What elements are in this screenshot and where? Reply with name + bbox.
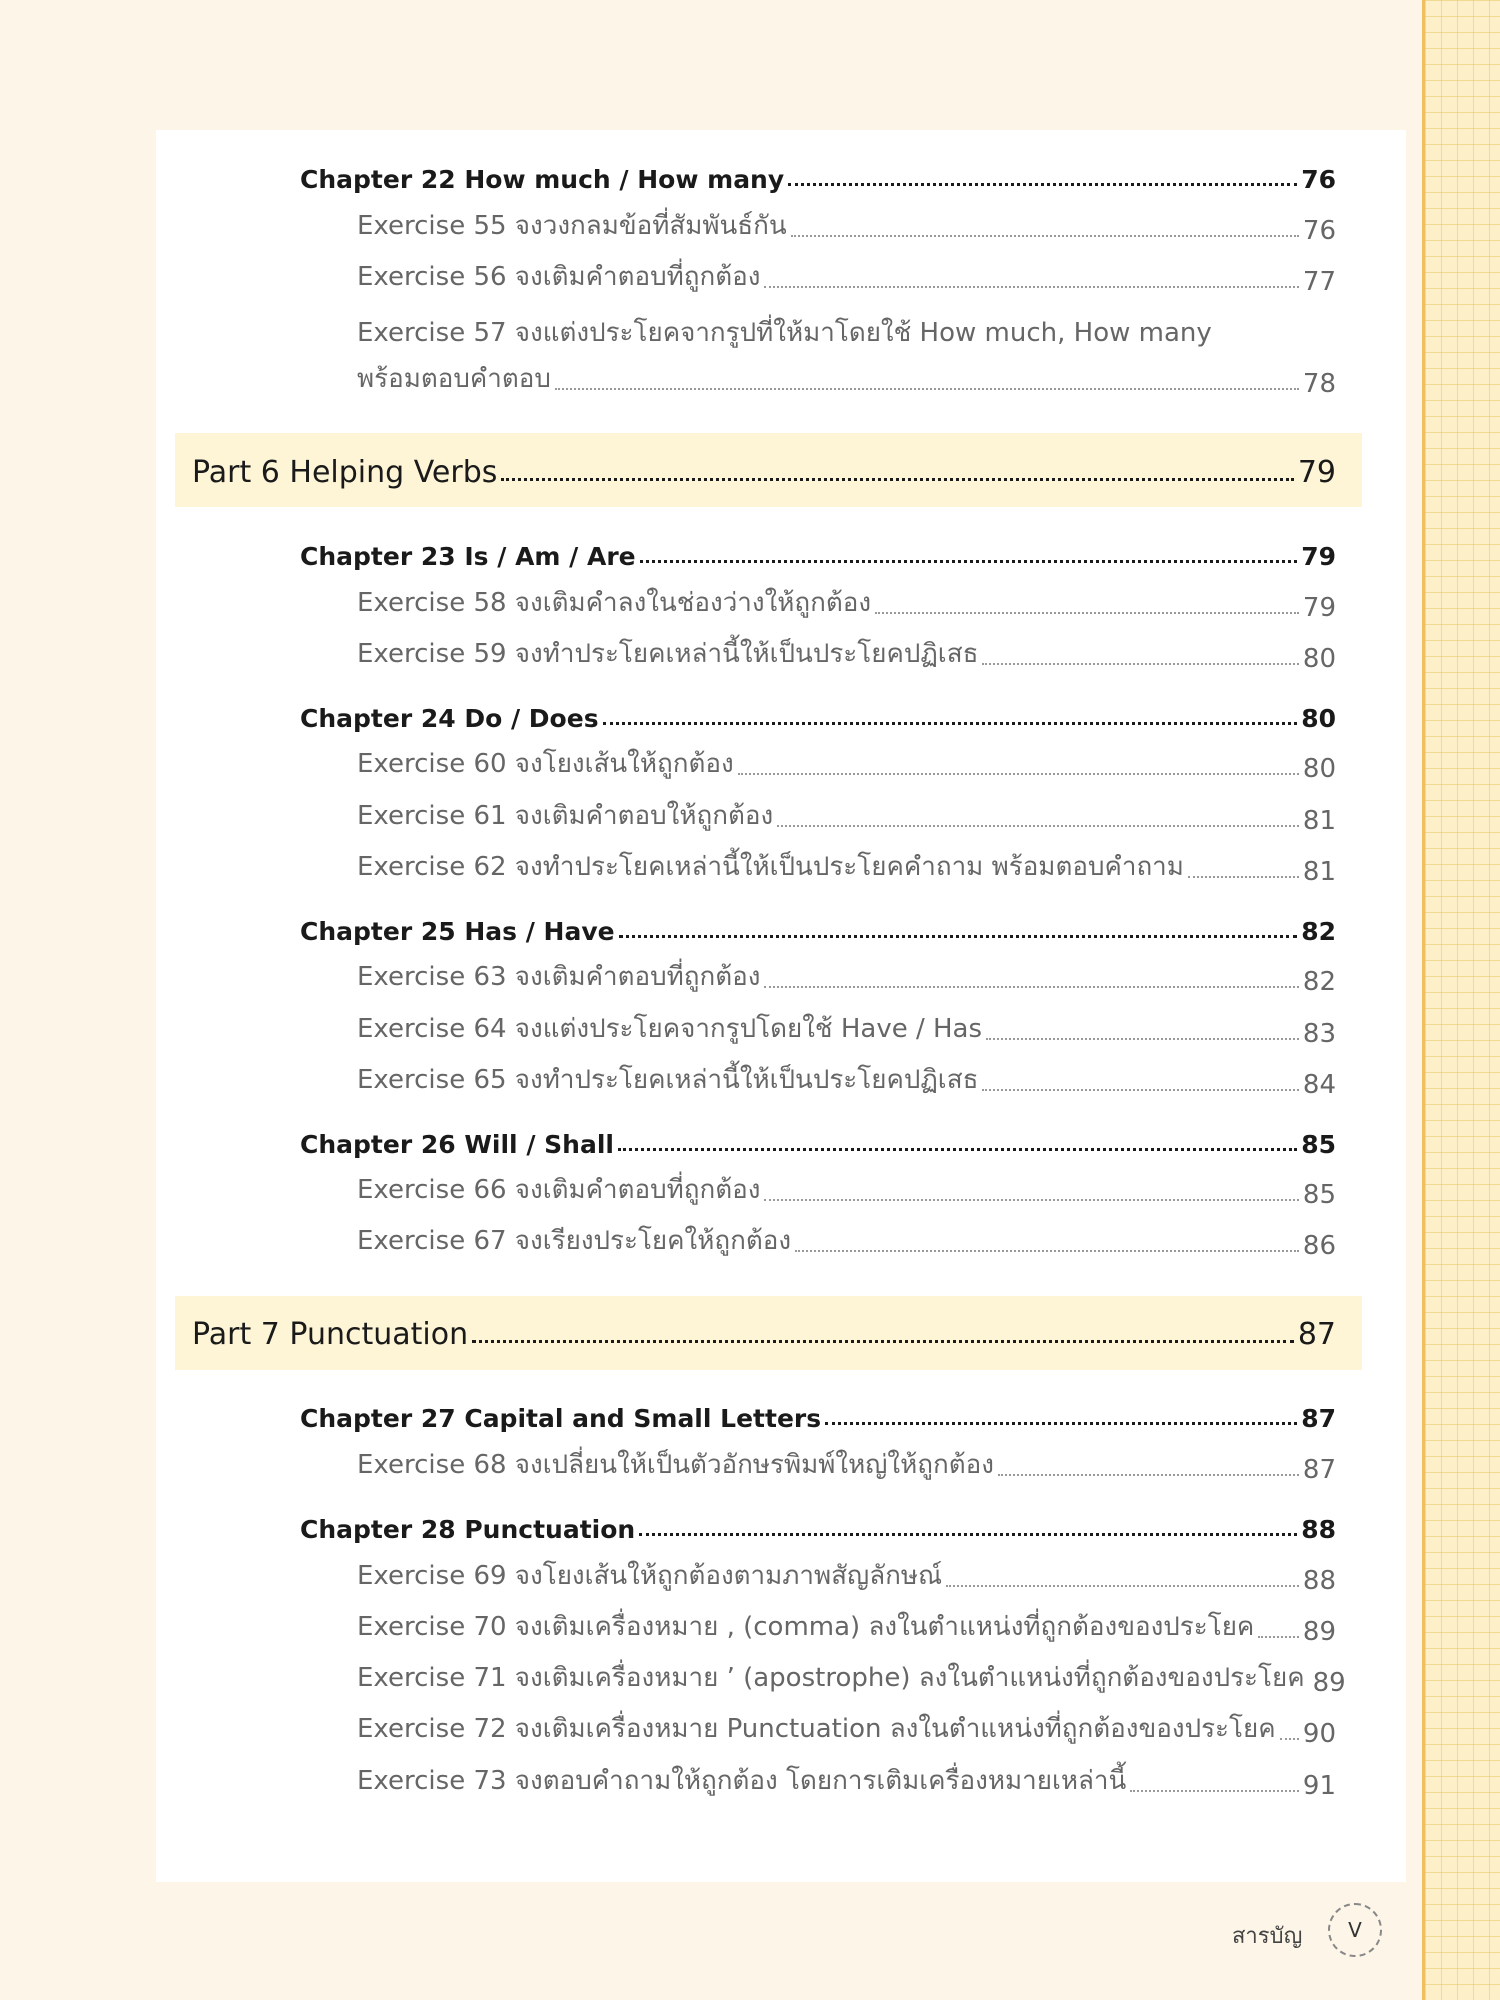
toc-title: Exercise 72 จงเติมเครื่องหมาย Punctuation ลงในตำแหน่งที่ถูกต้องของประโยค: [357, 1714, 1276, 1744]
toc-part-6[interactable]: [192, 450, 1336, 490]
dot-leader: [1188, 876, 1299, 878]
toc-chapter-27[interactable]: [300, 1399, 1336, 1433]
dot-leader: [619, 935, 1298, 938]
grid-paper-margin: [1422, 0, 1500, 2000]
toc-title: Exercise 66 จงเติมคำตอบที่ถูกต้อง: [357, 1175, 761, 1205]
toc-page: 78: [1302, 369, 1336, 399]
dot-leader: [998, 1474, 1299, 1476]
toc-title: Exercise 69 จงโยงเส้นให้ถูกต้องตามภาพสัญลักษณ์: [357, 1561, 943, 1591]
toc-exercise-70[interactable]: [357, 1611, 1336, 1647]
toc-page: 80: [1302, 754, 1336, 784]
toc-title: Exercise 68 จงเปลี่ยนให้เป็นตัวอักษรพิมพ์ใหญ่ให้ถูกต้อง: [357, 1450, 994, 1480]
toc-exercise-72[interactable]: [357, 1713, 1336, 1749]
toc-exercise-58[interactable]: [357, 587, 1336, 623]
toc-chapter-23[interactable]: [300, 537, 1336, 571]
dot-leader: [764, 1199, 1298, 1201]
page-number-badge: [1328, 1903, 1382, 1957]
toc-page: 89: [1312, 1668, 1346, 1698]
toc-title: Chapter 26 Will / Shall: [300, 1130, 614, 1159]
dot-leader: [764, 286, 1298, 288]
toc-page: 87: [1297, 1317, 1336, 1352]
dot-leader: [472, 1340, 1294, 1343]
toc-chapter-22[interactable]: [300, 160, 1336, 194]
toc-page: 79: [1302, 593, 1336, 623]
toc-exercise-69[interactable]: [357, 1560, 1336, 1596]
dot-leader: [1130, 1790, 1299, 1792]
toc-title: Exercise 61 จงเติมคำตอบให้ถูกต้อง: [357, 801, 774, 831]
dot-leader: [982, 663, 1298, 665]
dot-leader: [764, 986, 1298, 988]
toc-title: Exercise 60 จงโยงเส้นให้ถูกต้อง: [357, 749, 734, 779]
toc-title: Chapter 27 Capital and Small Letters: [300, 1404, 822, 1433]
toc-title: Part 6 Helping Verbs: [192, 455, 498, 490]
toc-exercise-60[interactable]: [357, 748, 1336, 784]
toc-exercise-56[interactable]: [357, 261, 1336, 297]
dot-leader: [788, 183, 1297, 186]
dot-leader: [639, 1533, 1297, 1536]
toc-exercise-66[interactable]: [357, 1174, 1336, 1210]
toc-page: 86: [1302, 1231, 1336, 1261]
toc-page: 84: [1302, 1070, 1336, 1100]
toc-exercise-61[interactable]: [357, 800, 1336, 836]
toc-page: 91: [1302, 1771, 1336, 1801]
toc-title: Exercise 64 จงแต่งประโยคจากรูปโดยใช้ Have / Has: [357, 1014, 983, 1044]
toc-title: Chapter 28 Punctuation: [300, 1515, 636, 1544]
toc-exercise-63[interactable]: [357, 961, 1336, 997]
dot-leader: [603, 722, 1298, 725]
dot-leader: [982, 1089, 1298, 1091]
toc-title: Exercise 73 จงตอบคำถามให้ถูกต้อง โดยการเติมเครื่องหมายเหล่านี้: [357, 1766, 1127, 1796]
toc-page: 85: [1301, 1130, 1336, 1159]
dot-leader: [825, 1422, 1297, 1425]
toc-title: Part 7 Punctuation: [192, 1317, 469, 1352]
dot-leader: [501, 478, 1293, 481]
page-number: V: [1348, 1918, 1362, 1942]
toc-title: Chapter 22 How much / How many: [300, 165, 785, 194]
toc-exercise-65[interactable]: [357, 1064, 1336, 1100]
toc-exercise-55[interactable]: [357, 210, 1336, 246]
toc-title: Chapter 25 Has / Have: [300, 917, 615, 946]
toc-exercise-57[interactable]: [357, 363, 1336, 399]
dot-leader: [738, 773, 1299, 775]
toc-page: 83: [1302, 1019, 1336, 1049]
toc-exercise-68[interactable]: [357, 1449, 1336, 1485]
toc-page: 87: [1301, 1404, 1336, 1433]
toc-page: 89: [1302, 1617, 1336, 1647]
toc-page: 80: [1302, 644, 1336, 674]
toc-page: 82: [1302, 967, 1336, 997]
dot-leader: [1280, 1738, 1299, 1740]
toc-title: พร้อมตอบคำตอบ: [357, 364, 551, 394]
toc-chapter-26[interactable]: [300, 1125, 1336, 1159]
toc-page: 77: [1302, 267, 1336, 297]
toc-title: Exercise 56 จงเติมคำตอบที่ถูกต้อง: [357, 262, 761, 292]
dot-leader: [795, 1250, 1299, 1252]
toc-exercise-57-line1[interactable]: Exercise 57 จงแต่งประโยคจากรูปที่ให้มาโดยใช้ How much, How many: [357, 318, 1212, 348]
toc-page: 88: [1301, 1515, 1336, 1544]
toc-title: Exercise 55 จงวงกลมข้อที่สัมพันธ์กัน: [357, 211, 787, 241]
dot-leader: [986, 1038, 1299, 1040]
toc-title: Exercise 58 จงเติมคำลงในช่องว่างให้ถูกต้อง: [357, 588, 872, 618]
toc-title: Exercise 70 จงเติมเครื่องหมาย , (comma) ลงในตำแหน่งที่ถูกต้องของประโยค: [357, 1612, 1255, 1642]
toc-page: 81: [1302, 857, 1336, 887]
toc-page: 80: [1301, 704, 1336, 733]
toc-title: Exercise 59 จงทำประโยคเหล่านี้ให้เป็นประโยคปฏิเสธ: [357, 639, 979, 669]
toc-page: 81: [1302, 806, 1336, 836]
toc-title: Exercise 62 จงทำประโยคเหล่านี้ให้เป็นประโยคคำถาม พร้อมตอบคำถาม: [357, 852, 1184, 882]
toc-page: 87: [1302, 1455, 1336, 1485]
toc-title: Chapter 23 Is / Am / Are: [300, 542, 636, 571]
toc-page: 82: [1301, 917, 1336, 946]
toc-page: 79: [1301, 542, 1336, 571]
toc-title: Chapter 24 Do / Does: [300, 704, 599, 733]
toc-exercise-64[interactable]: [357, 1013, 1336, 1049]
dot-leader: [555, 388, 1299, 390]
dot-leader: [946, 1585, 1299, 1587]
toc-chapter-25[interactable]: [300, 912, 1336, 946]
toc-title: Exercise 71 จงเติมเครื่องหมาย ’ (apostrophe) ลงในตำแหน่งที่ถูกต้องของประโยค: [357, 1663, 1305, 1693]
toc-part-7[interactable]: [192, 1312, 1336, 1352]
toc-chapter-28[interactable]: [300, 1510, 1336, 1544]
toc-title: Exercise 67 จงเรียงประโยคให้ถูกต้อง: [357, 1226, 792, 1256]
toc-exercise-62[interactable]: [357, 851, 1336, 887]
dot-leader: [777, 825, 1299, 827]
toc-page: 90: [1302, 1719, 1336, 1749]
toc-page: 79: [1297, 455, 1336, 490]
toc-page: 76: [1301, 165, 1336, 194]
toc-page: 88: [1302, 1566, 1336, 1596]
dot-leader: [640, 560, 1298, 563]
footer-section-label: สารบัญ: [1232, 1924, 1303, 1949]
dot-leader: [875, 612, 1299, 614]
toc-exercise-59[interactable]: [357, 638, 1336, 674]
toc-exercise-67[interactable]: [357, 1225, 1336, 1261]
toc-title: Exercise 65 จงทำประโยคเหล่านี้ให้เป็นประโยคปฏิเสธ: [357, 1065, 979, 1095]
toc-exercise-71[interactable]: [357, 1662, 1346, 1698]
dot-leader: [1258, 1636, 1299, 1638]
dot-leader: [791, 235, 1299, 237]
dot-leader: [618, 1148, 1297, 1151]
toc-page: 76: [1302, 216, 1336, 246]
toc-title: Exercise 63 จงเติมคำตอบที่ถูกต้อง: [357, 962, 761, 992]
toc-page: 85: [1302, 1180, 1336, 1210]
toc-exercise-73[interactable]: [357, 1765, 1336, 1801]
toc-chapter-24[interactable]: [300, 699, 1336, 733]
